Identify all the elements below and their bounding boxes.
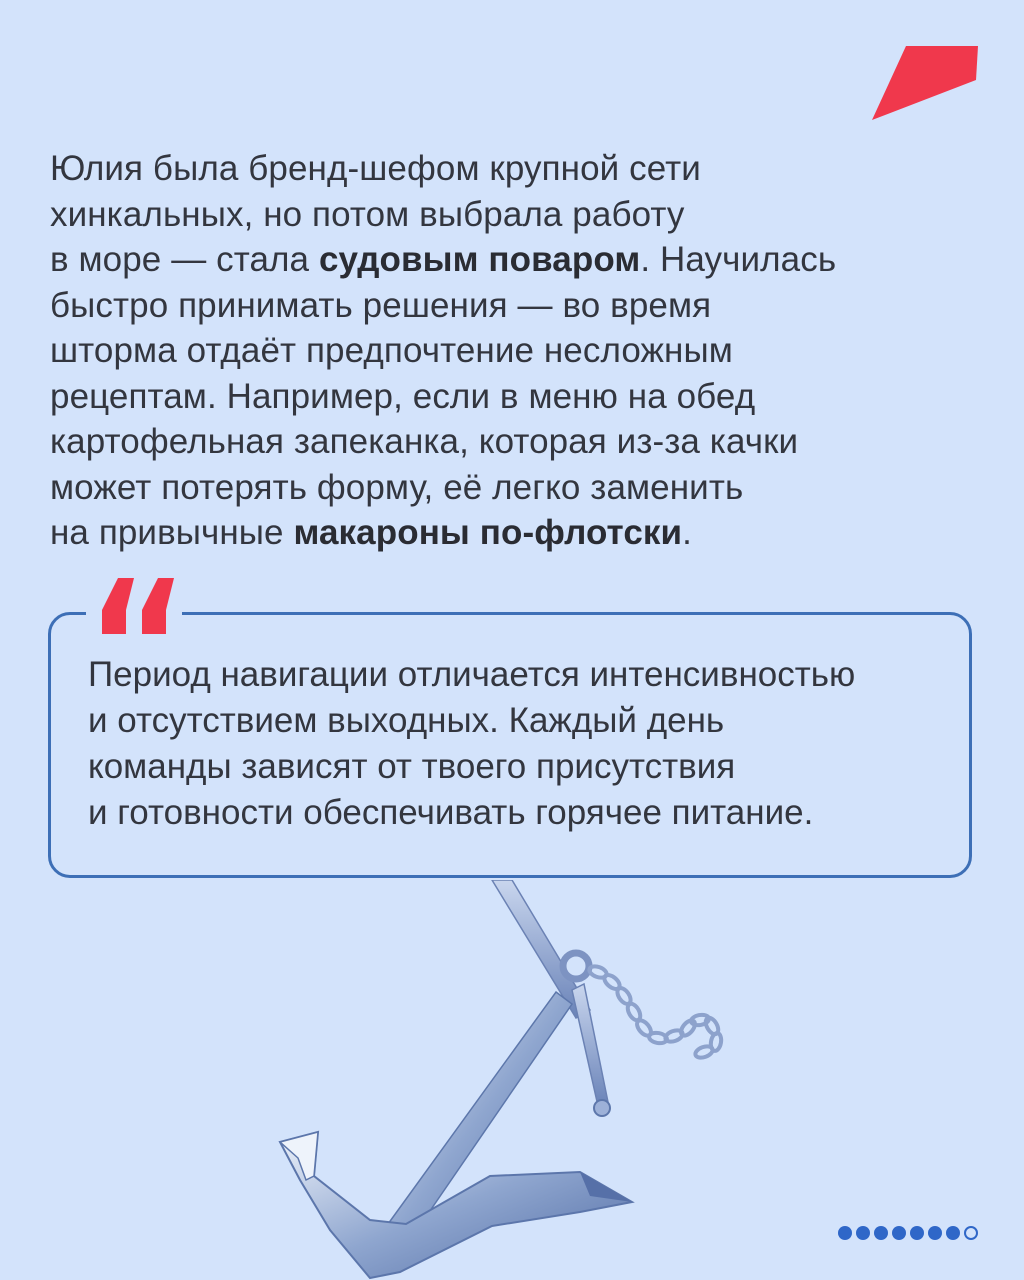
quote-line: и отсутствием выходных. Каждый день: [88, 701, 725, 740]
quote-line: команды зависят от твоего присутствия: [88, 747, 736, 786]
page-dot[interactable]: [910, 1226, 924, 1240]
highlight-navy-pasta: макароны по-флотски: [293, 513, 683, 552]
intro-line: быстро принимать решения — во время: [50, 285, 712, 325]
intro-line: шторма отдаёт предпочтение несложным: [50, 331, 733, 370]
page-dot[interactable]: [946, 1226, 960, 1240]
intro-line: картофельная запеканка, которая из-за качки: [50, 422, 799, 461]
quote-text: [88, 652, 958, 836]
anchor-with-chain-icon: [260, 880, 740, 1280]
intro-line: на привычные макароны по-флотски.: [50, 513, 692, 552]
intro-line: хинкальных, но потом выбрала работу: [50, 194, 685, 234]
double-quote-icon: [86, 572, 182, 642]
quote-line: Период навигации отличается интенсивностью: [88, 655, 856, 694]
page-dot[interactable]: [892, 1226, 906, 1240]
page-dot[interactable]: [856, 1226, 870, 1240]
intro-line: в море — стала судовым поваром. Научилась: [50, 240, 837, 279]
intro-line: может потерять форму, её легко заменить: [50, 467, 744, 507]
red-accent-shape: [872, 46, 978, 120]
page-indicator: [838, 1226, 978, 1240]
highlight-ship-cook: судовым поваром: [318, 240, 641, 279]
intro-line: Юлия была бренд-шефом крупной сети: [50, 149, 701, 188]
page-dot[interactable]: [964, 1226, 978, 1240]
intro-line: рецептам. Например, если в меню на обед: [50, 376, 756, 416]
intro-text: [50, 146, 970, 556]
page-dot[interactable]: [928, 1226, 942, 1240]
page-dot[interactable]: [874, 1226, 888, 1240]
page-dot[interactable]: [838, 1226, 852, 1240]
quote-line: и готовности обеспечивать горячее питание.: [88, 793, 814, 832]
